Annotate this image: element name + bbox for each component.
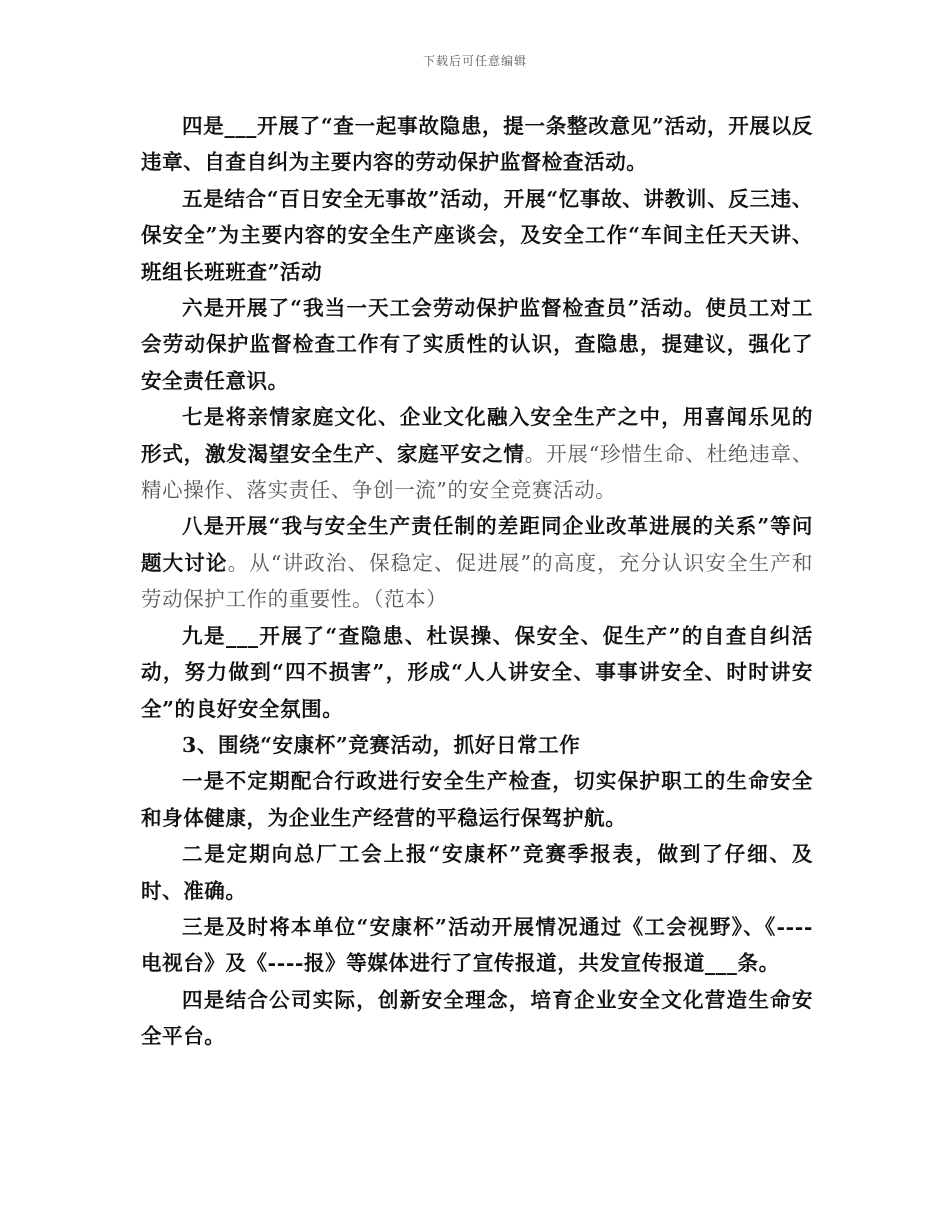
paragraph-text: 一是不定期配合行政进行安全生产检查，切实保护职工的生命安全和身体健康，为企业生产经营的平稳运行保驾护航。 bbox=[141, 769, 813, 830]
section-heading bbox=[141, 727, 813, 763]
document-body bbox=[141, 108, 813, 1055]
header-note: 下载后可任意编辑 bbox=[422, 54, 527, 68]
paragraph bbox=[141, 108, 813, 181]
section-heading-text: 3、围绕“安康杯”竞赛活动，抓好日常工作 bbox=[182, 732, 581, 757]
paragraph bbox=[141, 181, 813, 290]
paragraph-text: 六是开展了“我当一天工会劳动保护监督检查员”活动。使员工对工会劳动保护监督检查工作有了实质性的认识，查隐患，提建议，强化了安全责任意识。 bbox=[141, 296, 813, 393]
paragraph-text: 四是___开展了“查一起事故隐患，提一条整改意见”活动，开展以反违章、自查自纠为主要内容的劳动保护监督检查活动。 bbox=[141, 114, 813, 175]
paragraph bbox=[141, 290, 813, 399]
paragraph bbox=[141, 763, 813, 836]
paragraph bbox=[141, 836, 813, 909]
paragraph bbox=[141, 909, 813, 982]
paragraph-text-light: 。开展“珍惜生命、杜绝违章、精心操作、落实责任、争创一流”的安全竞赛活动。 bbox=[141, 441, 813, 503]
paragraph-text: 八是开展“我与安全生产责任制的差距同企业改革进展的关系”等问题大讨论 bbox=[141, 514, 813, 575]
paragraph-text: 四是结合公司实际，创新安全理念，培育企业安全文化营造生命安全平台。 bbox=[141, 987, 813, 1049]
paragraph-text: 三是及时将本单位“安康杯”活动开展情况通过《工会视野》、《----电视台》及《----报》等媒体进行了宣传报道，共发宣传报道___条。 bbox=[141, 914, 813, 976]
paragraph-text: 七是将亲情家庭文化、企业文化融入安全生产之中，用喜闻乐见的形式，激发渴望安全生产、家庭平安之情 bbox=[141, 405, 813, 466]
paragraph-text: 五是结合“百日安全无事故”活动，开展“忆事故、讲教训、反三违、保安全”为主要内容的安全生产座谈会，及安全工作“车间主任天天讲、班组长班班查”活动 bbox=[141, 186, 813, 284]
paragraph-text-light: 。从“讲政治、保稳定、促进展”的高度，充分认识安全生产和劳动保护工作的重要性。（范本） bbox=[141, 550, 813, 612]
paragraph bbox=[141, 618, 813, 727]
paragraph bbox=[141, 982, 813, 1055]
paragraph bbox=[141, 399, 813, 508]
paragraph-text: 二是定期向总厂工会上报“安康杯”竞赛季报表，做到了仔细、及时、准确。 bbox=[141, 842, 813, 903]
paragraph-text: 九是___开展了“查隐患、杜误操、保安全、促生产”的自查自纠活动，努力做到“四不损害”，形成“人人讲安全、事事讲安全、时时讲安全”的良好安全氛围。 bbox=[141, 623, 813, 721]
paragraph bbox=[141, 508, 813, 617]
